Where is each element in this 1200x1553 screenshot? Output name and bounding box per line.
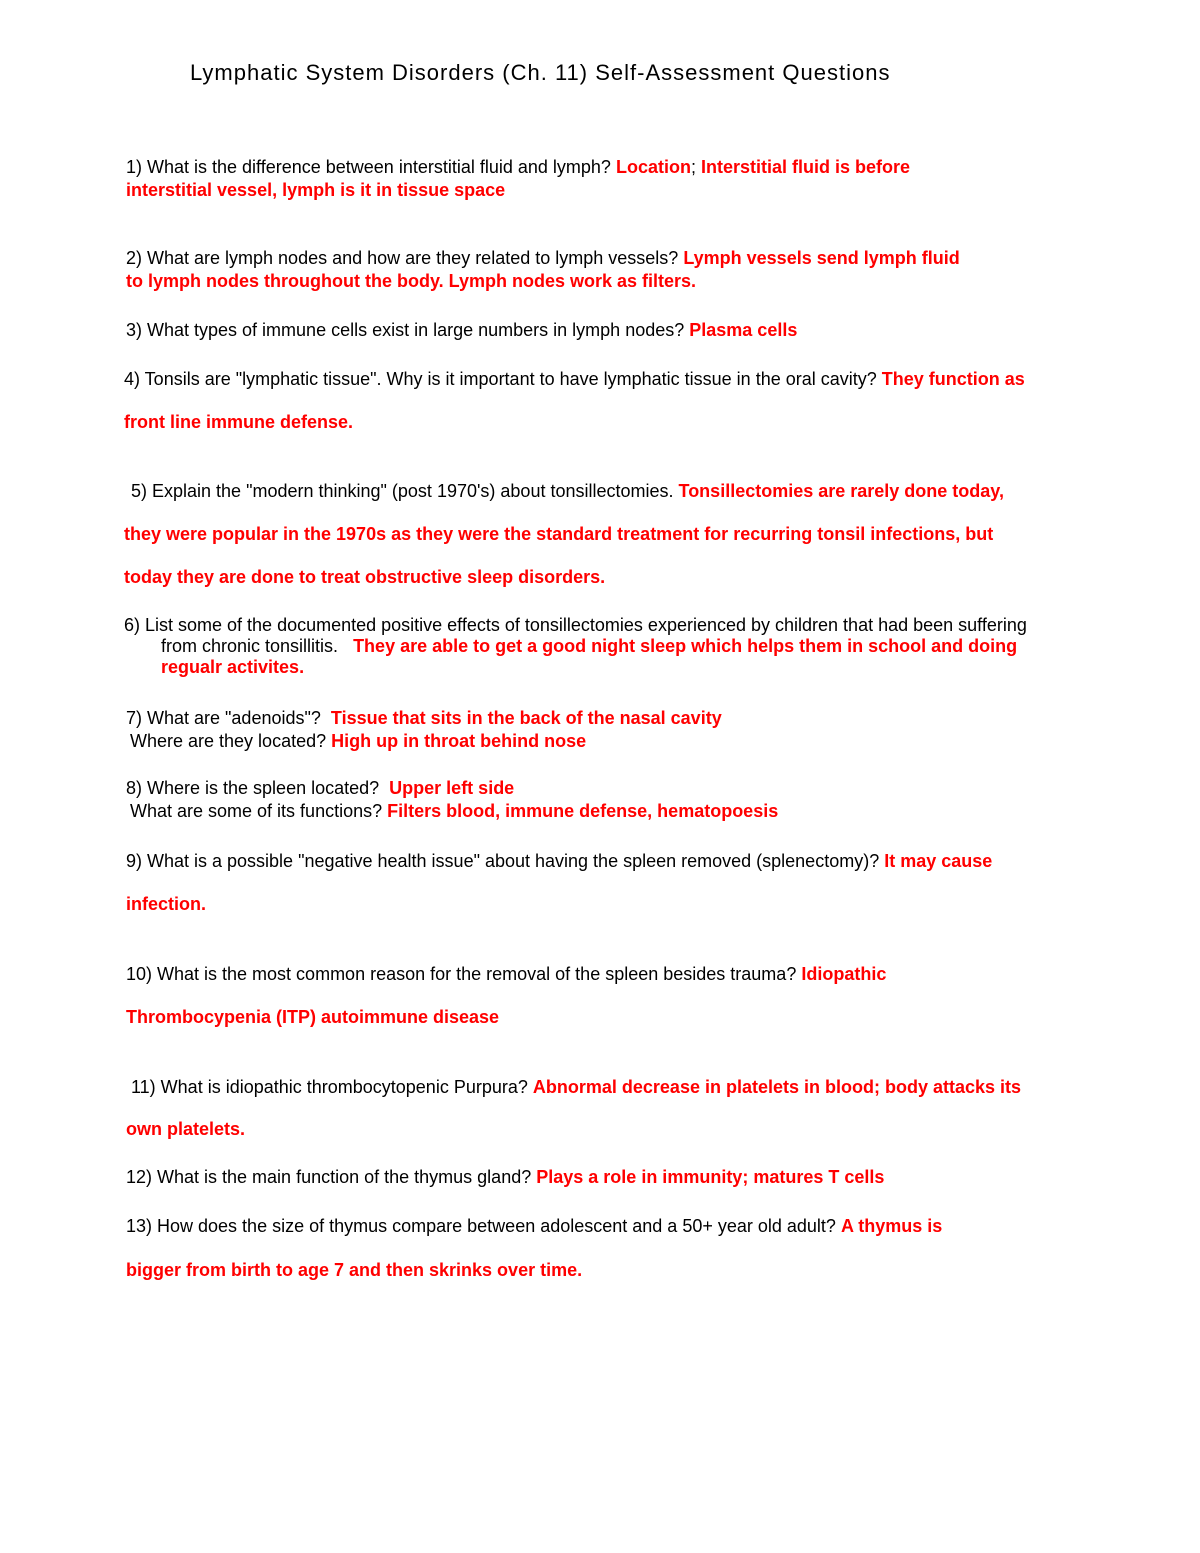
question-1-text: 1) What is the difference between interstitial fluid and lymph? (126, 157, 611, 177)
question-10 (126, 963, 886, 985)
question-4-text: 4) Tonsils are "lymphatic tissue". Why is it important to have lymphatic tissue in the oral cavity? (124, 369, 877, 389)
question-9-text: 9) What is a possible "negative health issue" about having the spleen removed (splenectomy)? (126, 851, 880, 871)
answer-13-part-2: bigger from birth to age 7 and then skrinks over time. (126, 1260, 583, 1280)
answer-6-part-2: regualr activites. (161, 657, 305, 677)
question-8 (126, 777, 514, 799)
answer-11-part-1: Abnormal decrease in platelets in blood; body attacks its (532, 1077, 1022, 1097)
question-12-text: 12) What is the main function of the thymus gland? (126, 1167, 532, 1187)
question-6-text: 6) List some of the documented positive effects of tonsillectomies experienced by children that had been suffering (124, 615, 1027, 635)
answer-9-part-1: It may cause (884, 851, 993, 871)
question-11-text: 11) What is idiopathic thrombocytopenic Purpura? (131, 1077, 528, 1097)
answer-1-part-1: Location (615, 157, 691, 177)
question-6-continued (161, 635, 1017, 657)
question-4 (124, 368, 1025, 390)
question-7 (126, 707, 722, 729)
answer-13-part-1: A thymus is (840, 1216, 943, 1236)
question-11 (131, 1076, 1021, 1098)
question-13-text: 13) How does the size of thymus compare between adolescent and a 50+ year old adult? (126, 1216, 836, 1236)
question-7-text-2: Where are they located? (130, 731, 327, 751)
answer-5-part-3: today they are done to treat obstructive sleep disorders. (124, 567, 606, 587)
answer-5-part-2: they were popular in the 1970s as they were the standard treatment for recurring tonsil infections, but (124, 524, 994, 544)
question-8-sub (130, 800, 778, 822)
answer-1-part-3: interstitial vessel, lymph is it in tissue space (126, 180, 506, 200)
answer-7-part-2: High up in throat behind nose (331, 731, 587, 751)
question-7-sub (130, 730, 586, 752)
answer-2-part-1: Lymph vessels send lymph fluid (683, 248, 960, 268)
answer-1-separator: ; (690, 157, 696, 177)
question-1 (126, 156, 910, 178)
question-2-text: 2) What are lymph nodes and how are they related to lymph vessels? (126, 248, 679, 268)
question-13 (126, 1215, 942, 1237)
answer-9-part-2: infection. (126, 894, 206, 914)
question-3 (126, 319, 797, 341)
answer-10-part-1: Idiopathic (801, 964, 887, 984)
question-8-text-2: What are some of its functions? (130, 801, 383, 821)
question-9 (126, 850, 992, 872)
question-8-text: 8) Where is the spleen located? (126, 778, 380, 798)
question-10-text: 10) What is the most common reason for the removal of the spleen besides trauma? (126, 964, 797, 984)
answer-7-part-1: Tissue that sits in the back of the nasal cavity (330, 708, 722, 728)
answer-4-part-2: front line immune defense. (124, 412, 354, 432)
answer-6-part-1: They are able to get a good night sleep which helps them in school and doing (353, 636, 1018, 656)
question-6-text-2: from chronic tonsillitis. (161, 636, 339, 656)
question-3-text: 3) What types of immune cells exist in large numbers in lymph nodes? (126, 320, 685, 340)
answer-10-part-2: Thrombocypenia (ITP) autoimmune disease (126, 1007, 500, 1027)
page-title: Lymphatic System Disorders (Ch. 11) Self-Assessment Questions (190, 60, 891, 85)
answer-12: Plays a role in immunity; matures T cells (536, 1167, 885, 1187)
answer-2-part-2: to lymph nodes throughout the body. Lymph nodes work as filters. (126, 271, 697, 291)
answer-8-part-1: Upper left side (389, 778, 515, 798)
question-2 (126, 247, 960, 269)
answer-5-part-1: Tonsillectomies are rarely done today, (678, 481, 1004, 501)
answer-1-part-2: Interstitial fluid is before (700, 157, 911, 177)
question-7-text: 7) What are "adenoids"? (126, 708, 321, 728)
answer-11-part-2: own platelets. (126, 1119, 246, 1139)
question-12 (126, 1166, 884, 1188)
question-5 (131, 480, 1004, 502)
answer-4-part-1: They function as (881, 369, 1025, 389)
answer-8-part-2: Filters blood, immune defense, hematopoesis (387, 801, 779, 821)
answer-3: Plasma cells (689, 320, 798, 340)
question-5-text: 5) Explain the "modern thinking" (post 1970's) about tonsillectomies. (131, 481, 674, 501)
